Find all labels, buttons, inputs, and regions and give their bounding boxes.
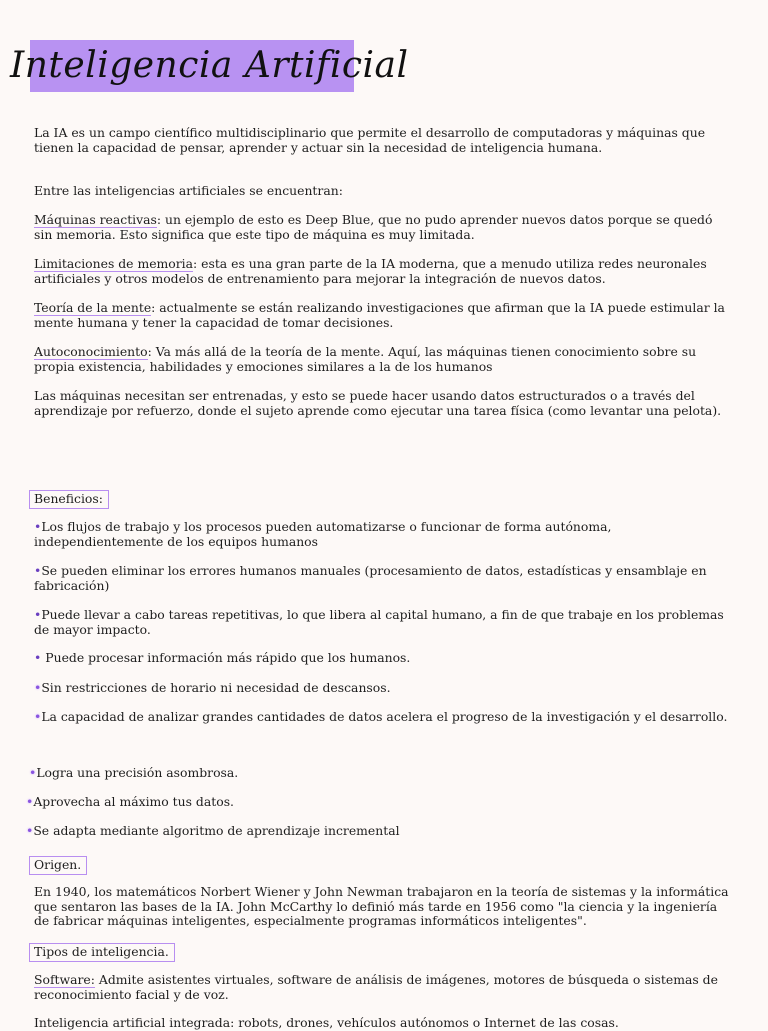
bullet-icon: • — [29, 765, 37, 781]
bullet-icon: • — [34, 519, 42, 534]
bullet-icon: • — [34, 680, 42, 695]
benefit-item — [34, 520, 734, 549]
types-intro: Entre las inteligencias artificiales se encuentran: — [34, 183, 343, 198]
software-paragraph — [34, 973, 734, 1002]
bullet-icon: • — [26, 794, 34, 810]
bullet-icon: • — [34, 563, 42, 578]
type-description: : actualmente se están realizando investigaciones que afirman que la IA puede estimular la mente humana y tener la capacidad de tomar decisiones. — [34, 300, 725, 330]
benefit-item — [29, 766, 749, 781]
benefit-item — [34, 710, 734, 725]
benefit-text: Puede procesar información más rápido que los humanos. — [41, 650, 411, 665]
benefits-label: Beneficios: — [29, 490, 109, 509]
type-description: : Va más allá de la teoría de la mente. Aquí, las máquinas tienen conocimiento sobre su propia existencia, habilidades y emociones similares a la de los humanos — [34, 344, 697, 374]
type-term: Limitaciones de memoria — [34, 256, 194, 271]
benefit-text: La capacidad de analizar grandes cantidades de datos acelera el progreso de la investigación y el desarrollo. — [41, 709, 728, 724]
type-self-awareness — [34, 345, 734, 374]
benefit-text: Logra una precisión asombrosa. — [36, 765, 239, 781]
bullet-icon: • — [34, 709, 42, 724]
training-paragraph: Las máquinas necesitan ser entrenadas, y esto se puede hacer usando datos estructurados o a través del aprendizaje por refuerzo, donde el sujeto aprende como ejecutar una tarea física (como levantar una pelota). — [34, 388, 722, 418]
type-term: Máquinas reactivas — [34, 212, 157, 227]
type-memory-limitations — [34, 257, 734, 286]
embedded-ai-paragraph: Inteligencia artificial integrada: robots, drones, vehículos autónomos o Internet de las cosas. — [34, 1015, 619, 1030]
benefit-text: Se adapta mediante algoritmo de aprendizaje incremental — [33, 823, 400, 839]
type-description: : un ejemplo de esto es Deep Blue, que no pudo aprender nuevos datos porque se quedó sin memoria. Esto significa que este tipo de máquina es muy limitada. — [34, 212, 713, 242]
bullet-icon: • — [34, 607, 42, 622]
benefit-text: Aprovecha al máximo tus datos. — [33, 794, 234, 810]
page-title: Inteligencia Artificial — [10, 45, 409, 86]
type-term: Teoría de la mente — [34, 300, 152, 315]
title-block — [10, 40, 409, 92]
origin-paragraph: En 1940, los matemáticos Norbert Wiener y John Newman trabajaron en la teoría de sistemas y la informática que sentaron las bases de la IA. John McCarthy lo definió más tarde en 1956 como "la ciencia y la ingeniería de fabricar máquinas inteligentes, especialmente programas informáticos inteligentes". — [34, 884, 729, 929]
intro-paragraph: La IA es un campo científico multidisciplinario que permite el desarrollo de computadoras y máquinas que tienen la capacidad de pensar, aprender y actuar sin la necesidad de inteligencia humana. — [34, 125, 706, 155]
type-reactive-machines — [34, 213, 734, 242]
benefit-text: Puede llevar a cabo tareas repetitivas, lo que libera al capital humano, a fin de que trabaje en los problemas de mayor impacto. — [34, 607, 724, 637]
benefit-text: Se pueden eliminar los errores humanos manuales (procesamiento de datos, estadísticas y ensamblaje en fabricación) — [34, 563, 707, 593]
benefit-text: Sin restricciones de horario ni necesidad de descansos. — [41, 680, 391, 695]
origin-label: Origen. — [29, 856, 87, 875]
intelligence-types-label: Tipos de inteligencia. — [29, 943, 175, 962]
bullet-icon: • — [26, 823, 34, 839]
type-theory-of-mind — [34, 301, 734, 330]
bullet-icon: • — [34, 650, 42, 665]
benefit-item — [26, 795, 746, 810]
benefit-item — [34, 608, 734, 637]
software-description: Admite asistentes virtuales, software de análisis de imágenes, motores de búsqueda o sistemas de reconocimiento facial y de voz. — [34, 972, 718, 1002]
benefit-item — [26, 824, 746, 839]
benefit-item — [34, 651, 734, 666]
benefit-item — [34, 564, 734, 593]
benefit-item — [34, 681, 734, 696]
software-term: Software: — [34, 972, 95, 987]
type-description: : esta es una gran parte de la IA moderna, que a menudo utiliza redes neuronales artificiales y otros modelos de entrenamiento para mejorar la integración de nuevos datos. — [34, 256, 707, 286]
type-term: Autoconocimiento — [34, 344, 148, 359]
benefit-text: Los flujos de trabajo y los procesos pueden automatizarse o funcionar de forma autónoma, independientemente de los equipos humanos — [34, 519, 612, 549]
